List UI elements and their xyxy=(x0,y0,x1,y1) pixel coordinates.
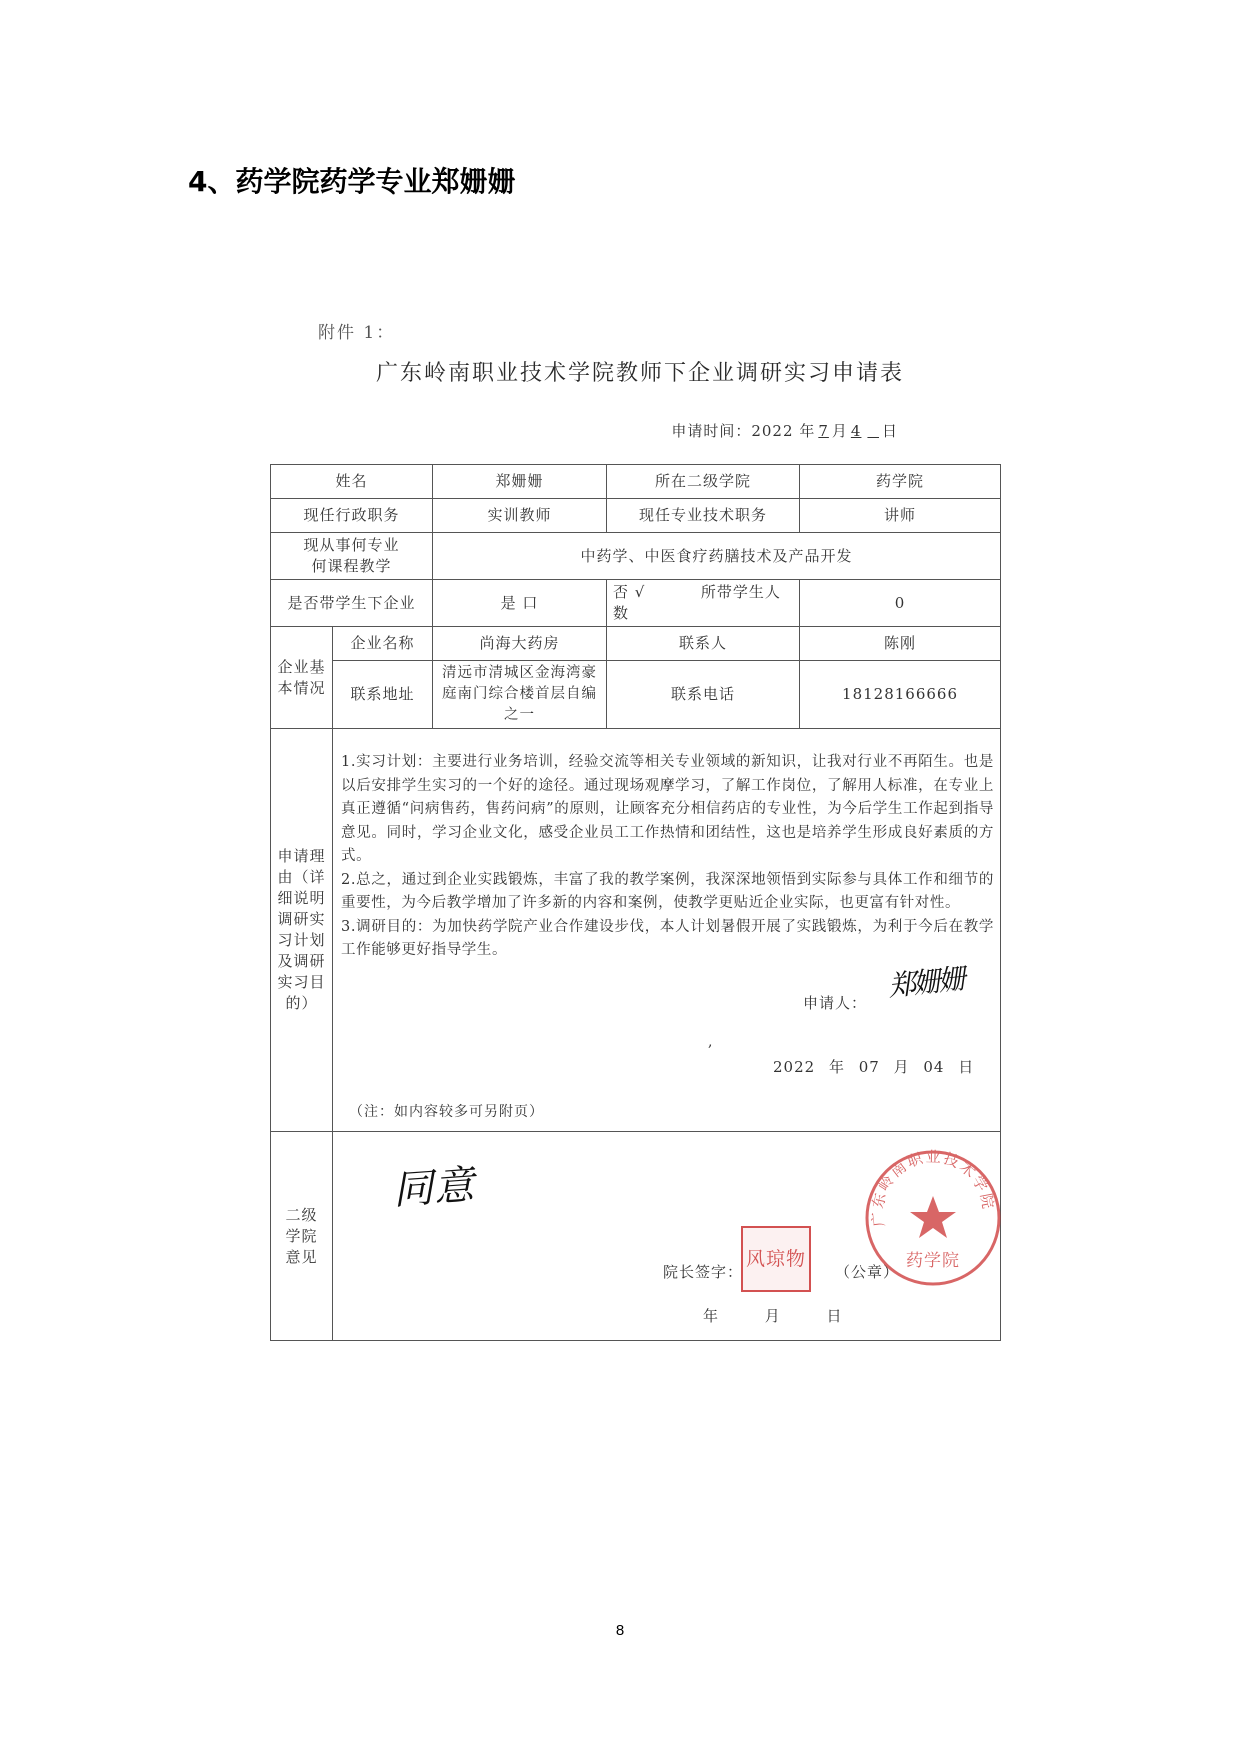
name-value: 郑姗姗 xyxy=(433,465,607,499)
address-label: 联系地址 xyxy=(333,661,433,729)
application-table xyxy=(270,464,1001,1341)
reason-paragraph-1: 1.实习计划：主要进行业务培训，经验交流等相关专业领域的新知识，让我对行业不再陌生。也是以后安排学生实习的一个好的途径。通过现场观摩学习，了解工作岗位，了解用人标准，在专业上真正遵循“问病售药，售药问病”的原则，让顾客充分相信药店的专业性，为今后学生工作起到指导意见。同时，学习企业文化，感受企业员工工作热情和团结性，这也是培养学生形成良好素质的方式。 xyxy=(341,754,995,865)
dean-seal: 风琼物 xyxy=(741,1226,811,1292)
apply-date-prefix: 申请时间： xyxy=(671,422,752,440)
dean-signature-label: 院长签字： xyxy=(663,1263,744,1282)
form-title: 广东岭南职业技术学院教师下企业调研实习申请表 xyxy=(375,361,904,386)
phone-value: 18128166666 xyxy=(800,661,1001,729)
address-value: 清远市清城区金海湾豪庭南门综合楼首层自编之一 xyxy=(433,661,607,729)
enterprise-name-label: 企业名称 xyxy=(333,627,433,661)
college-label: 所在二级学院 xyxy=(607,465,800,499)
official-seal-label: （公章） xyxy=(835,1263,900,1282)
tech-post-label: 现任专业技术职务 xyxy=(607,499,800,533)
apply-date xyxy=(671,420,898,441)
seal-dept-text: 药学院 xyxy=(906,1251,960,1272)
college-value: 药学院 xyxy=(800,465,1001,499)
reason-content xyxy=(333,729,1001,1132)
seal-star-icon xyxy=(910,1196,956,1238)
reason-paragraph-2: 2.总之，通过到企业实践锻炼，丰富了我的教学案例，我深深地领悟到实际参与具体工作和细节的重要性，为今后教学增加了许多新的内容和案例，使教学更贴近企业实际，也更富有针对性。 xyxy=(341,871,995,912)
course-label xyxy=(271,533,433,580)
course-label-line2: 何课程教学 xyxy=(311,557,392,575)
page-heading: 4、药学院药学专业郑姗姗 xyxy=(188,165,516,198)
bring-yes-option: 是 口 xyxy=(433,580,607,627)
attachment-label: 附件 1： xyxy=(318,323,396,343)
reason-text xyxy=(341,751,994,963)
opinion-section-label: 二级学院意见 xyxy=(271,1132,333,1341)
scanned-form xyxy=(260,300,1020,1360)
agree-handwriting: 同意 xyxy=(391,1162,477,1214)
course-value: 中药学、中医食疗药膳技术及产品开发 xyxy=(433,533,1001,580)
enterprise-section-label: 企业基本情况 xyxy=(271,627,333,729)
apply-month: 7 xyxy=(818,422,829,440)
student-count-value: 0 xyxy=(800,580,1001,627)
admin-post-value: 实训教师 xyxy=(433,499,607,533)
official-round-seal xyxy=(863,1148,1003,1288)
opinion-content xyxy=(333,1132,1001,1341)
reason-note: （注：如内容较多可另附页） xyxy=(349,1104,544,1121)
phone-label: 联系电话 xyxy=(607,661,800,729)
page-number: 8 xyxy=(615,1622,625,1639)
enterprise-name-value: 尚海大药房 xyxy=(433,627,607,661)
apply-day: 4 xyxy=(850,422,862,440)
reason-section-label: 申请理由（详细说明调研实习计划及调研实习目的） xyxy=(271,729,333,1132)
reason-paragraph-3: 3.调研目的：为加快药学院产业合作建设步伐，本人计划暑假开展了实践锻炼，为利于今后在教学工作能够更好指导学生。 xyxy=(341,918,995,959)
seal-arc-text: 广东岭南职业技术学院 xyxy=(868,1148,998,1228)
opinion-date: 年 月 日 xyxy=(703,1307,843,1326)
contact-person-value: 陈刚 xyxy=(800,627,1001,661)
apply-day-unit: 日 xyxy=(881,422,898,440)
student-count-label: 所带学生人数 xyxy=(613,583,781,622)
tech-post-value: 讲师 xyxy=(800,499,1001,533)
applicant-signature: 郑姗姗 xyxy=(886,962,965,1003)
bring-students-label: 是否带学生下企业 xyxy=(271,580,433,627)
name-label: 姓名 xyxy=(271,465,433,499)
apply-year: 2022 xyxy=(751,422,794,440)
bring-no-and-count xyxy=(607,580,800,627)
stray-mark: , xyxy=(708,1034,714,1051)
applicant-label: 申请人： xyxy=(803,994,868,1013)
admin-post-label: 现任行政职务 xyxy=(271,499,433,533)
contact-person-label: 联系人 xyxy=(607,627,800,661)
reason-date: 2022 年 07 月 04 日 xyxy=(773,1058,975,1077)
apply-month-unit: 月 xyxy=(831,422,848,440)
course-label-line1: 现从事何专业 xyxy=(303,536,400,554)
apply-year-unit: 年 xyxy=(799,422,816,440)
bring-no-option: 否 √ xyxy=(613,583,646,601)
